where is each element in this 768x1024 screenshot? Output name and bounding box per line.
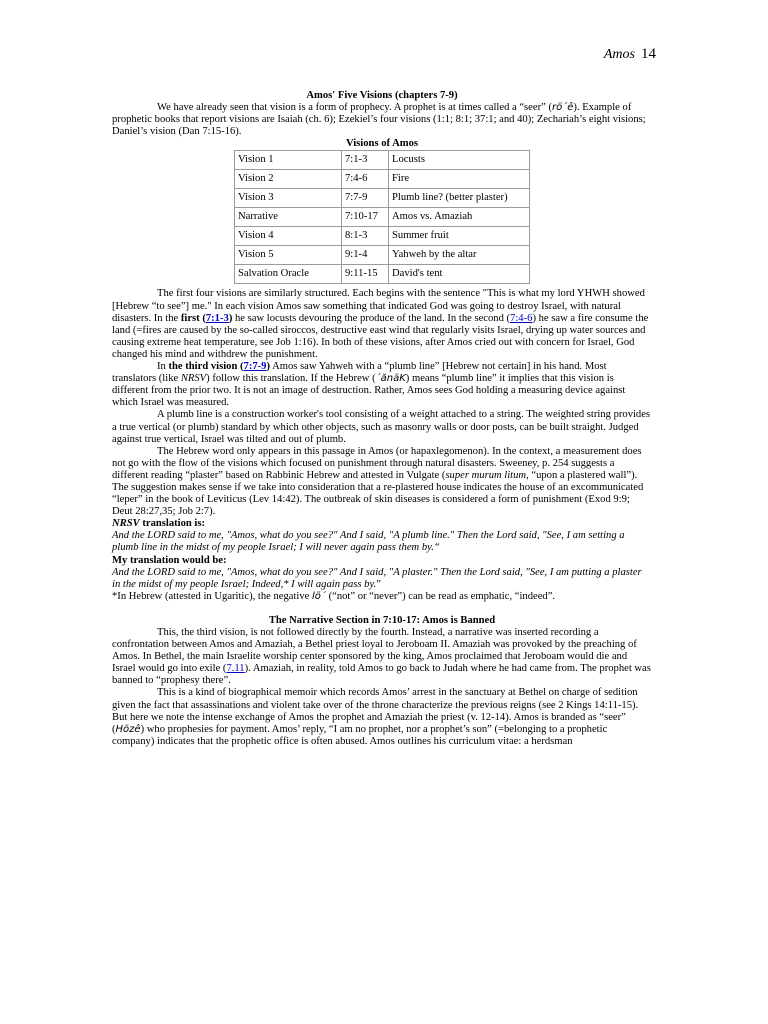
running-header-title: Amos: [603, 47, 635, 62]
vision-label-cell: Vision 5: [235, 246, 342, 265]
passage-cell: 8:1-3: [342, 227, 389, 246]
paragraph-hebrew-word: The Hebrew word only appears in this passage in Amos (or hapaxlegomenon). In the context, a measurement does not go with the flow of the visions which focused on punishment through natural disasters. Sweeney, p. 254 suggests a different reading “plaster” based on Rabbinic Hebrew and attested in Vulgate (super murum litum, “upon a plastered wall”). The suggestion makes sense if we take into consideration that a re-plastered house indicates the house of an excommunicated “leper” in the book of Leviticus (Lev 14:42). The outbreak of skin diseases is considered a form of punishment (Exod 9:9; Deut 28:27,35; Job 2:7).: [112, 445, 644, 518]
vision-label-cell: Vision 3: [235, 189, 342, 208]
scripture-link[interactable]: 7:7-9: [243, 361, 267, 373]
scripture-link[interactable]: 7.11: [226, 663, 245, 675]
paragraph-memoir: This is a kind of biographical memoir which records Amos’ arrest in the sanctuary at Bethel on charge of sedition given the fact that assassinations and violent take over of the throne characterize the previous reigns (see 2 Kings 14:11-15). But here we note the intense exchange of Amos the prophet and Amaziah the priest (v. 12-14). Amos is branded as “seer” (Hözê) who prophesies for payment. Amos’ reply, “I am no prophet, nor a prophet’s son” (=belonging to a prophetic company) indicates that the prophetic office is often abused. Amos outlines his curriculum vitae: a herdsman: [112, 687, 639, 747]
table-row: [235, 246, 530, 265]
my-translation-label: My translation would be:: [112, 554, 227, 566]
subject-cell: Amos vs. Amaziah: [389, 208, 530, 227]
section-heading-visions: Amos' Five Visions (chapters 7-9): [306, 90, 458, 101]
paragraph-plumb-line: A plumb line is a construction worker's tool consisting of a weight attached to a string. The weighted string provides a true vertical (or plumb) standard by which other objects, such as masonry walls or door posts, can be built straight. Judged against true vertical, Israel was tilted and out of plumb.: [112, 409, 651, 445]
table-row: [235, 208, 530, 227]
intro-paragraph: We have already seen that vision is a form of prophecy. A prophet is at times called a “seer” (rö´ê). Example of prophetic books that report visions are Isaiah (ch. 6); Ezekiel’s four visions (1:1; 8:1; 37:1; and 40); Zechariah’s eight visions; Daniel’s vision (Dan 7:15-16).: [112, 102, 646, 138]
scripture-link[interactable]: 7:4-6: [510, 312, 533, 324]
running-header: [604, 46, 656, 63]
subject-cell: Fire: [389, 170, 530, 189]
subject-cell: Yahweh by the altar: [389, 246, 530, 265]
transliteration: ´ănäK: [375, 373, 406, 385]
passage-cell: 9:1-4: [342, 246, 389, 265]
table-row: [235, 151, 530, 170]
table-row: [235, 265, 530, 284]
vision-label-cell: Vision 1: [235, 151, 342, 170]
table-row: [235, 170, 530, 189]
vision-label-cell: Vision 4: [235, 227, 342, 246]
scripture-link[interactable]: 7:1-3: [205, 312, 229, 324]
passage-cell: 7:1-3: [342, 151, 389, 170]
paragraph-narrative: This, the third vision, is not followed directly by the fourth. Instead, a narrative was inserted recording a confrontation between Amos and Amaziah, a Bethel priest loyal to Jeroboam II. Amaziah was provoked by the preaching of Amos. In Bethel, the main Israelite worship center sponsored by the king, Amos proclaimed that Jeroboam would die and Israel would go into exile (7.11). Amaziah, in reality, told Amos to go back to Judah where he had came from. The prophet was banned to “prophesy there”.: [112, 627, 651, 687]
paragraph-first-visions: The first four visions are similarly structured. Each begins with the sentence "This is what my lord YHWH showed [Hebrew “to see”] me." In each vision Amos saw something that indicated God was going to destroy Israel, with natural disasters. In the first (7:1-3) he saw locusts devouring the produce of the land. In the second (7:4-6) he saw a fire consume the land (=fires are caused by the so-called siroccos, destructive east wind that regularly visits Israel, drying up water sources and causing extreme heat temperature, see Job 1:16). In both of these visions, after Amos cried out with concern for Israel, God changed his mind and withdrew the punishment.: [112, 288, 649, 360]
subject-cell: Plumb line? (better plaster): [389, 189, 530, 208]
table-row: [235, 189, 530, 208]
subject-cell: Locusts: [389, 151, 530, 170]
passage-cell: 7:10-17: [342, 208, 389, 227]
subject-cell: David's tent: [389, 265, 530, 284]
vision-label-cell: Narrative: [235, 208, 342, 227]
section-heading-narrative: The Narrative Section in 7:10-17: Amos is Banned: [268, 614, 496, 626]
footnote: *In Hebrew (attested in Ugaritic), the negative lö´ (“not” or “never”) can be read as emphatic, “indeed”.: [112, 590, 556, 602]
table-row: [235, 227, 530, 246]
passage-cell: 7:4-6: [342, 170, 389, 189]
my-translation-quote: And the LORD said to me, "Amos, what do you see?" And I said, "A plaster." Then the Lord said, "See, I am putting a plaster in the midst of my people Israel; Indeed,* I will again pass by.”: [112, 566, 642, 590]
nrsv-label: NRSV translation is:: [112, 518, 206, 530]
subject-cell: Summer fruit: [389, 227, 530, 246]
paragraph-third-vision: In the third vision (7:7-9) Amos saw Yahweh with a “plumb line” [Hebrew not certain] in his hand. Most translators (like NRSV) follow this translation. If the Hebrew (´ănäK) means “plumb line” it implies that this vision is different from the prior two. It is not an image of destruction. Rather, Amos sees God holding a measuring device against which Israel was measured.: [112, 361, 626, 409]
transliteration: rö´ê: [552, 102, 574, 114]
table-title: Visions of Amos: [345, 138, 418, 150]
nrsv-quote: And the LORD said to me, "Amos, what do you see?" And I said, "A plumb line." Then the Lord said, "See, I am setting a plumb line in the midst of my people Israel; I will never again pass them by.“: [112, 530, 625, 554]
document-body: [112, 90, 652, 748]
passage-cell: 9:11-15: [342, 265, 389, 284]
page-number: 14: [641, 46, 656, 62]
passage-cell: 7:7-9: [342, 189, 389, 208]
visions-table: [234, 150, 530, 284]
transliteration: lö´: [312, 590, 326, 602]
vision-label-cell: Salvation Oracle: [235, 265, 342, 284]
transliteration: Hözê: [115, 723, 141, 735]
vision-label-cell: Vision 2: [235, 170, 342, 189]
